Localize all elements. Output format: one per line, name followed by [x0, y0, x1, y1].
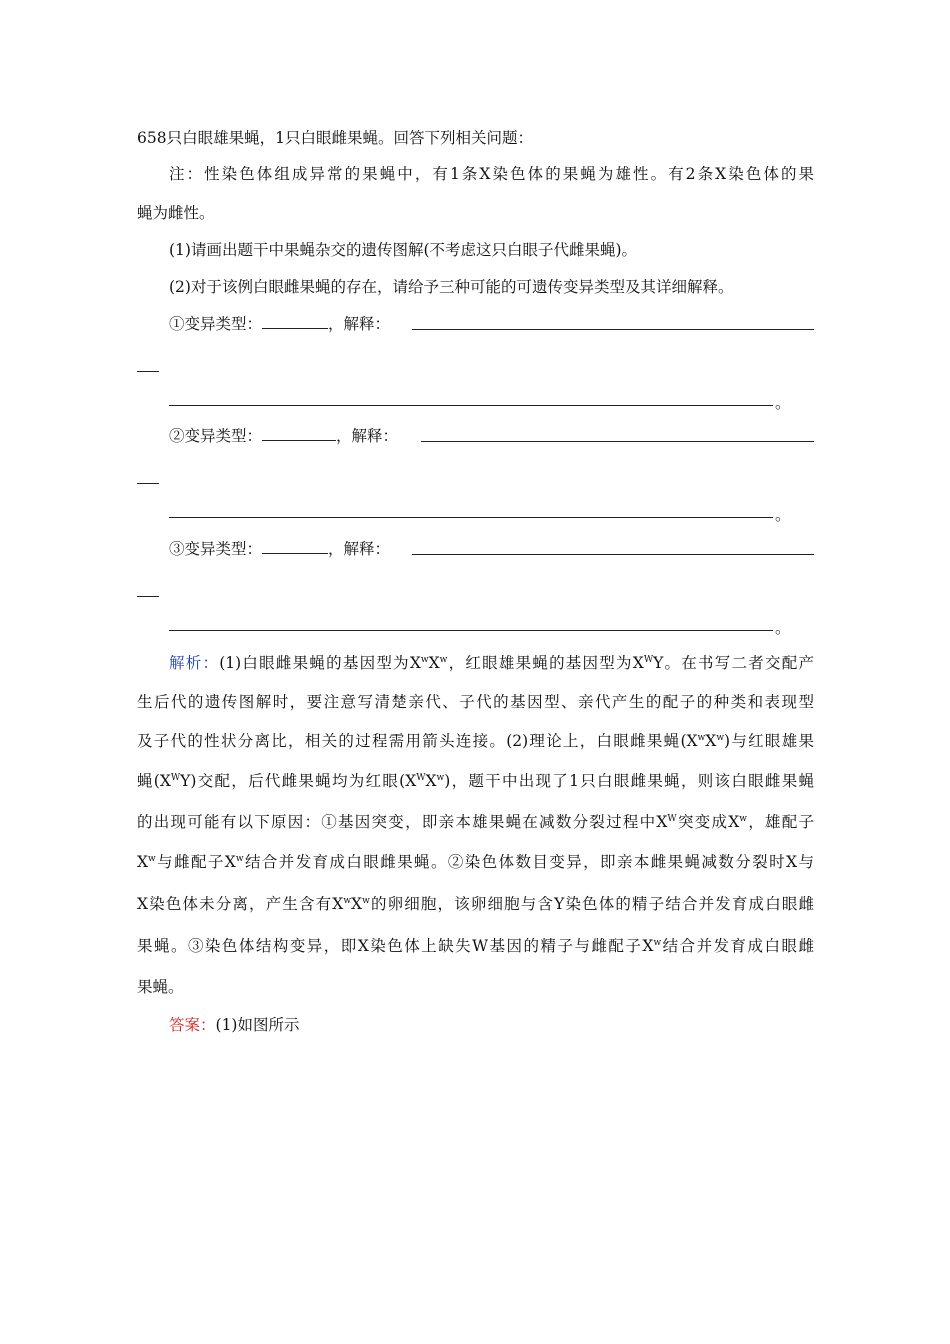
- explanation-blank-line[interactable]: [412, 329, 814, 330]
- variation-type-blank[interactable]: [262, 314, 328, 329]
- answer-item-3: [169, 539, 819, 559]
- variation-type-label: 变异类型：: [184, 540, 263, 558]
- variation-type-label: 变异类型：: [184, 315, 263, 333]
- variation-type-label: 变异类型：: [184, 427, 263, 445]
- explanation-blank-line[interactable]: [169, 405, 773, 406]
- variation-type-blank[interactable]: [262, 539, 328, 554]
- explanation-blank-line[interactable]: [169, 517, 773, 518]
- analysis-line-6: $X^w$与雌配子$X^w$结合并发育成白眼雌果蝇。②染色体数目变异，即亲本雌果蝇减数分裂时X与: [137, 853, 814, 871]
- explanation-blank-line[interactable]: [412, 554, 814, 555]
- answer-item-2: [169, 426, 819, 446]
- intro-text: 658只白眼雄果蝇，1只白眼雌果蝇。回答下列相关问题：: [137, 129, 533, 147]
- question-2: (2)对于该例白眼雌果蝇的存在，请给予三种可能的可遗传变异类型及其详细解释。: [169, 278, 734, 296]
- analysis-line-3: 及子代的性状分离比，相关的过程需用箭头连接。(2)理论上，白眼雌果蝇$(X^wX^w)$与红眼雄果: [137, 732, 814, 750]
- answer-item-1: [169, 314, 819, 334]
- explanation-blank-continuation[interactable]: [137, 483, 159, 484]
- end-period: 。: [775, 506, 791, 524]
- note-text-line1: 注：性染色体组成异常的果蝇中，有1条X染色体的果蝇为雄性。有2条X染色体的果: [169, 165, 814, 183]
- analysis-line-4: 蝇$(X^WY)$交配，后代雌果蝇均为红眼$(X^WX^w)$，题干中出现了1只白眼雌果蝇，则该白眼雌果蝇: [137, 772, 814, 790]
- analysis-line-8: 果蝇。③染色体结构变异，即X染色体上缺失W基因的精子与雌配子$X^w$结合并发育成白眼雌: [137, 937, 814, 955]
- explanation-blank-line[interactable]: [421, 441, 814, 442]
- analysis-line-7: X染色体未分离，产生含有$X^wX^w$的卵细胞，该卵细胞与含Y染色体的精子结合并发育成白眼雌: [137, 895, 814, 913]
- explanation-label: ，解释：: [336, 427, 399, 445]
- end-period: 。: [775, 619, 791, 637]
- analysis-line-2: 生后代的遗传图解时，要注意写清楚亲代、子代的基因型、亲代产生的配子的种类和表现型: [137, 693, 814, 711]
- end-period: 。: [775, 394, 791, 412]
- variation-type-blank[interactable]: [262, 426, 336, 441]
- answer-line: [169, 1015, 849, 1035]
- analysis-line-5: 的出现可能有以下原因：①基因突变，即亲本雄果蝇在减数分裂过程中$X^W$突变成$X^w$，雄配子: [137, 813, 814, 831]
- note-text-line2: 蝇为雌性。: [137, 204, 215, 222]
- explanation-blank-continuation[interactable]: [137, 596, 159, 597]
- explanation-blank-line[interactable]: [169, 630, 773, 631]
- analysis-line-9: 果蝇。: [137, 978, 184, 996]
- analysis-line-1: 解析：(1)白眼雌果蝇的基因型为$X^wX^w$，红眼雄果蝇的基因型为$X^WY$。在书写二者交配产: [169, 654, 814, 672]
- answer-label: 答案：: [169, 1016, 216, 1034]
- item-number: ①: [169, 315, 185, 333]
- analysis-label: 解析：: [169, 654, 220, 672]
- explanation-label: ，解释：: [328, 315, 391, 333]
- explanation-label: ，解释：: [328, 540, 391, 558]
- question-1: (1)请画出题干中果蝇杂交的遗传图解(不考虑这只白眼子代雌果蝇)。: [169, 241, 638, 259]
- answer-text: (1)如图所示: [215, 1016, 300, 1034]
- item-number: ③: [169, 540, 185, 558]
- explanation-blank-continuation[interactable]: [137, 371, 159, 372]
- item-number: ②: [169, 427, 185, 445]
